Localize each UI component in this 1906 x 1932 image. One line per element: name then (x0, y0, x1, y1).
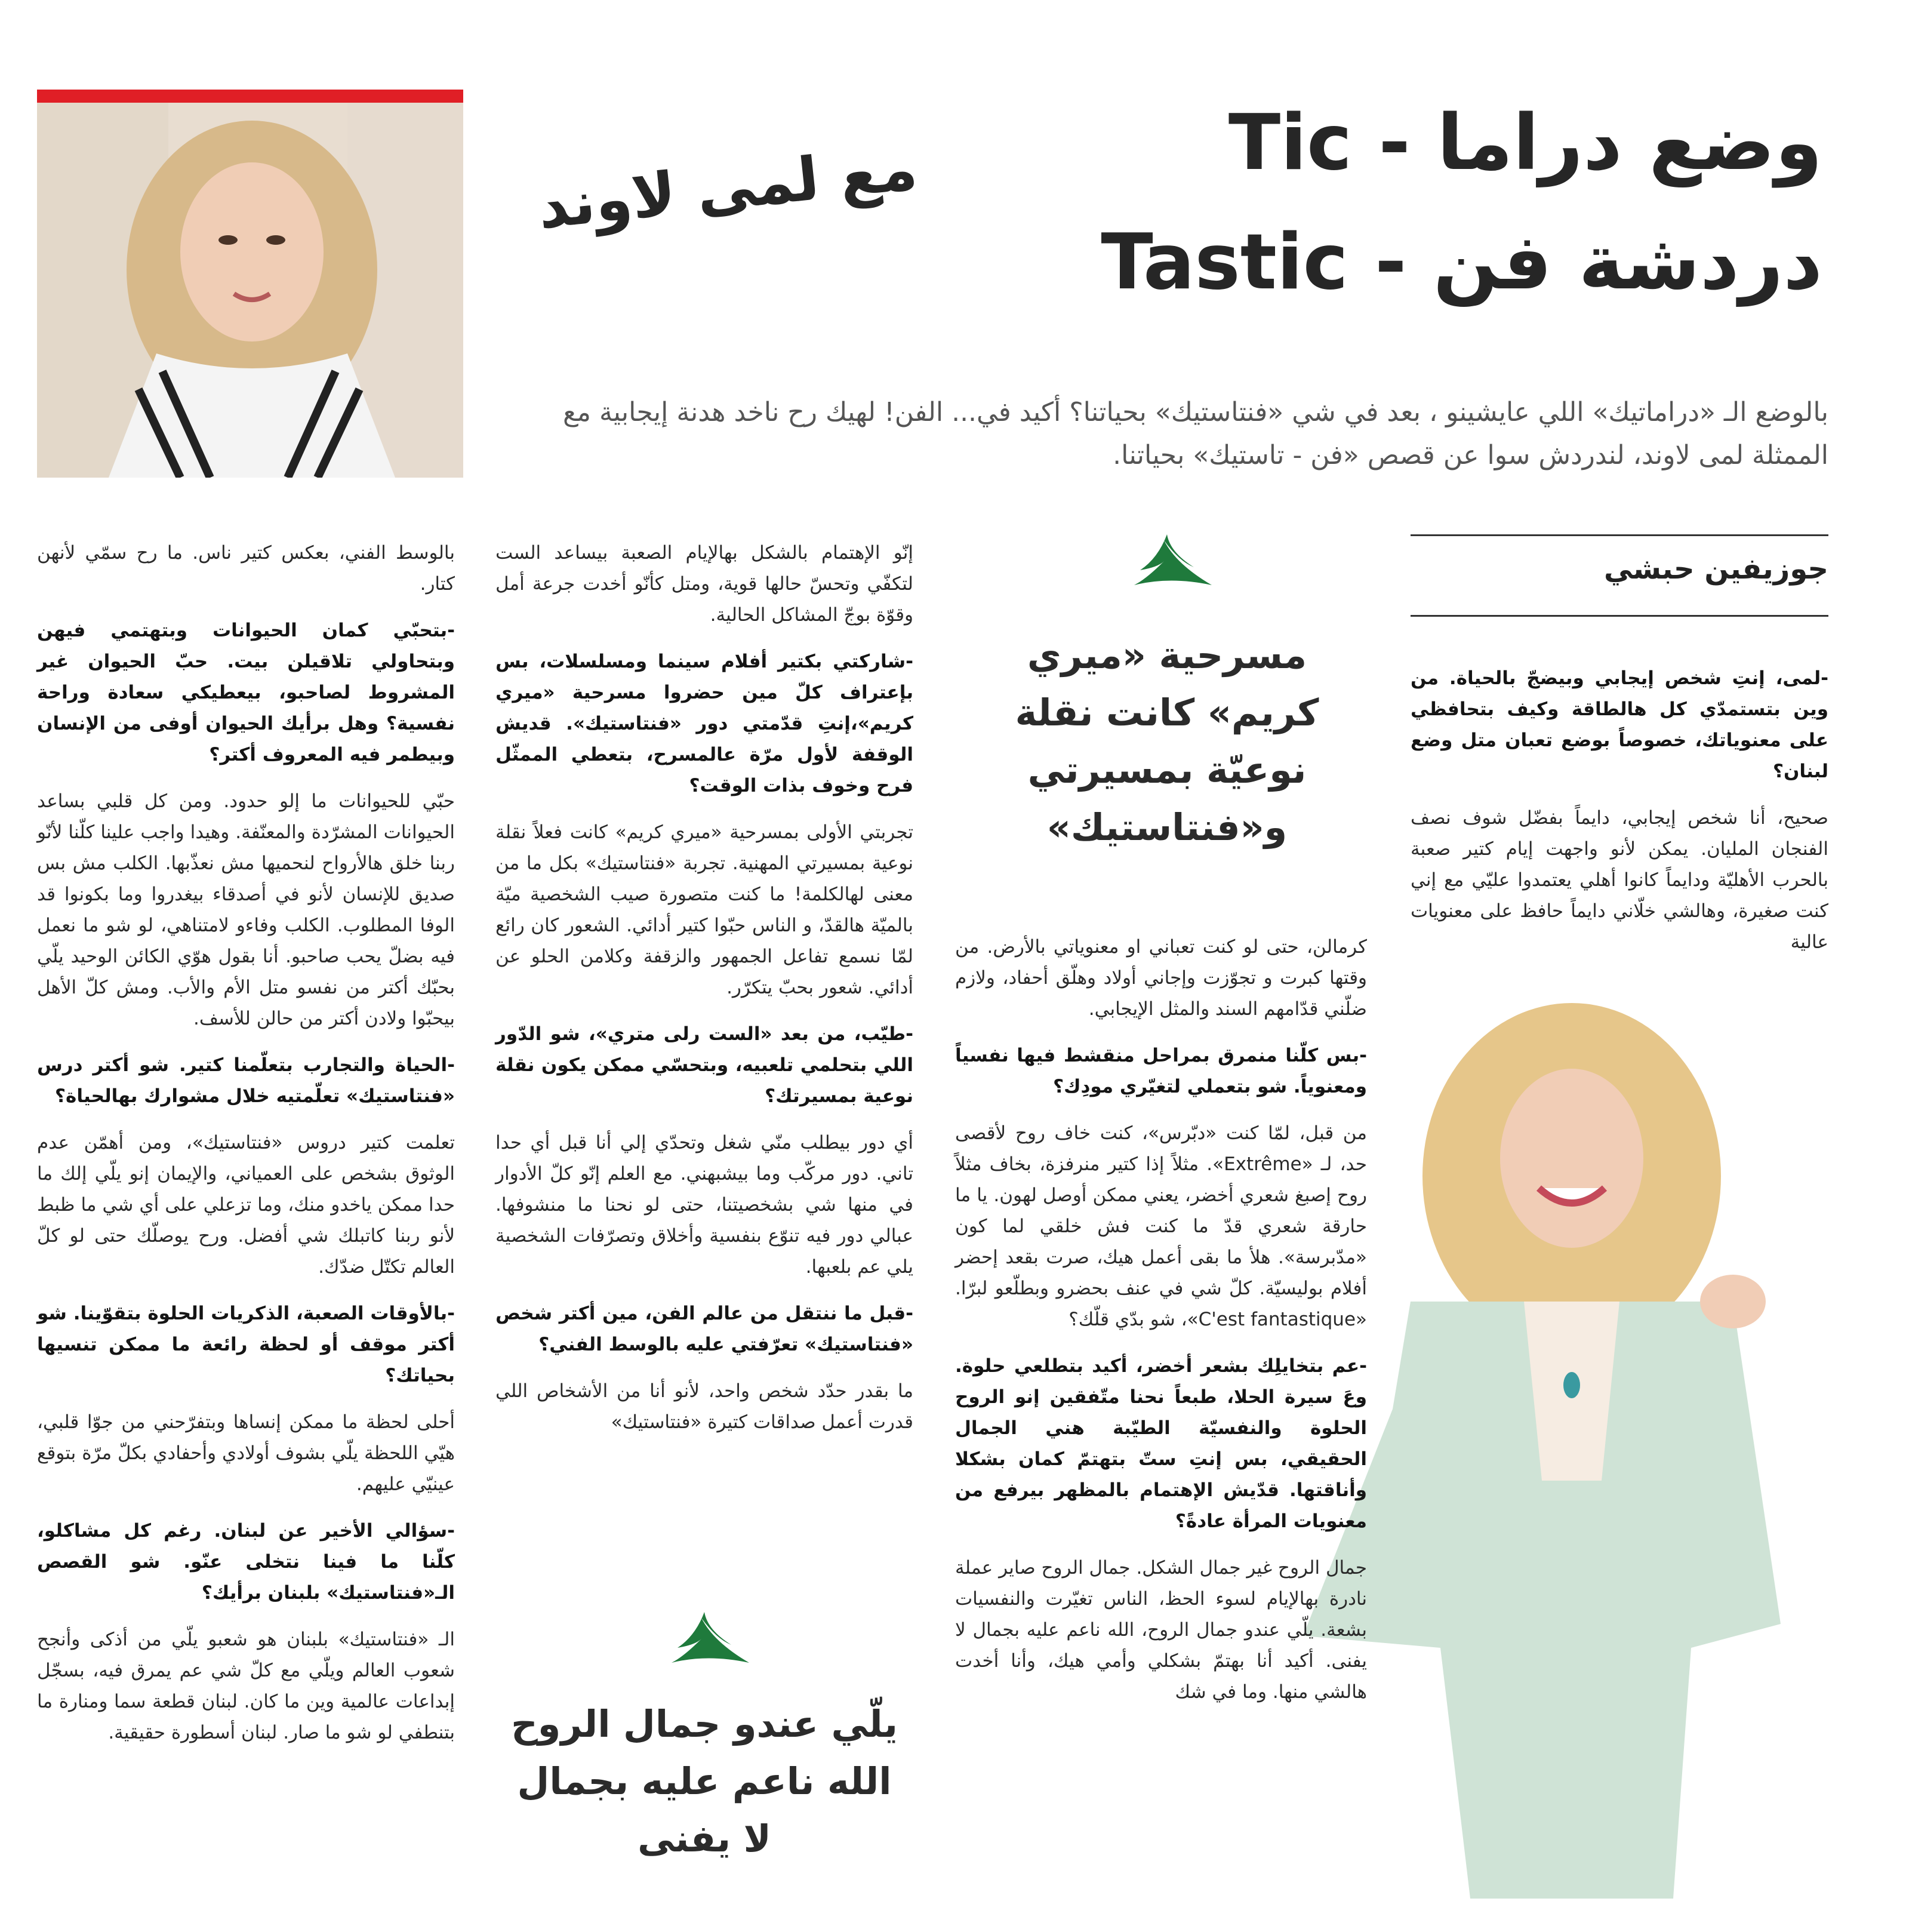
pendant-shape (1563, 1372, 1580, 1398)
headline-line-1: وضع دراما - Tic (1228, 99, 1822, 187)
answer-paragraph: أحلى لحظة ما ممكن إنساها وبتفرّحني من جوّا قلبي، هيّي اللحظة يلّي بشوف أولادي وأحفادي بكلّ مرّة بتوقع عينيّي عليهم. (37, 1411, 455, 1495)
column-left (37, 537, 455, 1764)
question-paragraph: -بالأوقات الصعبة، الذكريات الحلوة بتقوّينا. شو أكتر موقف أو لحظة رائعة ما ممكن تنسيها بحياتك؟ (37, 1303, 455, 1386)
raised-hand-shape (1700, 1275, 1766, 1328)
pullquote-2: يلّي عندو جمال الروح الله ناعم عليه بجمال لا يفنى (511, 1702, 898, 1860)
intro-paragraph: بالوضع الـ «دراماتيك» اللي عايشينو ، بعد في شي «فنتاستيك» بحياتنا؟ أكيد في... الفن! لهيك رح ناخد هدنة إيجابية مع الممثلة لمى لاوند، لندردش سوا عن قصص «فن - تاستيك» بحياتنا. (563, 397, 1828, 470)
cedar-icon (660, 1606, 755, 1672)
answer-paragraph: الـ «فنتاستيك» بلبنان هو شعبو يلّي من أذكى وأنجح شعوب العالم ويلّي مع كلّ شي عم يمرق فيه، بسجّل إبداعات عالمية وين ما كان. لبنان قطعة سما ومنارة ما بتنطفي لو شو ما صار. لبنان أسطورة حقيقية. (37, 1629, 455, 1743)
answer-paragraph: كرمالن، حتى لو كنت تعباني او معنوياتي بالأرض. من وقتها كبرت و تجوّزت وإجاني أولاد وهلّق أحفاد، ولازم ضلّني قدّامهم السند والمثل الإيجابي. (955, 936, 1367, 1020)
pullquote-1: مسرحية «ميري كريم» كانت نقلة نوعيّة بمسيرتي و«فنتاستيك» (1015, 633, 1319, 849)
question-paragraph: -قبل ما ننتقل من عالم الفن، مين أكتر شخص «فنتاستيك» تعرّفتي عليه بالوسط الفني؟ (495, 1303, 913, 1355)
answer-paragraph: جمال الروح غير جمال الشكل. جمال الروح صاير عملة نادرة بهالإيام لسوء الحظ، الناس تغيّرت والنفسيات بشعة. يلّي عندو جمال الروح، الله ناعم عليه بجمال لا يفنى. أكيد أنا بهتمّ بشكلي وأمي هيك، وأنا أخدت هالشي منها. وما في شك (955, 1557, 1367, 1703)
answer-paragraph: إنّو الإهتمام بالشكل بهالإيام الصعبة بيساعد الست لتكفّي وتحسّ حالها قوية، ومتل كأنّو أخدت جرعة أمل وقوّة بوجّ المشاكل الحالية. (495, 542, 913, 626)
headline-line-2: دردشة فن - Tastic (1101, 218, 1822, 307)
column-right (1411, 663, 1828, 973)
answer-paragraph: تجربتي الأولى بمسرحية «ميري كريم» كانت فعلاً نقلة نوعية بمسيرتي المهنية. تجربة «فنتاستيك» بكل ما من معنى لهالكلمة! ما كنت متصورة صيب الشخصية ميّة بالميّة هالقدّ، و الناس حبّوا كتير أدائي. الشعور كان رائع لمّا نسمع تفاعل الجمهور والزقفة وكلامن الحلو عن أدائي. شعور بحبّ يتكرّر. (495, 822, 913, 998)
answer-paragraph: حبّي للحيوانات ما إلو حدود. ومن كل قلبي بساعد الحيوانات المشرّدة والمعنّفة. وهيدا واجب علينا كلّنا لأنّو ربنا خلق هالأرواح لنحميها مش نعذّبها. الكلب مش بس صديق للإنسان لأنو في أصدقاء بيغدروا وما بكونوا قد الوفا المطلوب. الكلب وفاءو لامتناهي، لو شو ما نعمل فيه بضلّ يحب صاحبو. أنا بقول هوّي الكائن الوحيد يلّي بحبّك أكتر من نفسو متل الأم والأب. ومش كلّ الأهل بيحبّوا ولادن أكتر من حالن للأسف. (37, 790, 455, 1029)
column-mid-right (955, 931, 1367, 1723)
face-shape (1500, 1069, 1643, 1248)
question-paragraph: -طيّب، من بعد «الست رلى متري»، شو الدّور اللي بتحلمي تلعبيه، وبتحسّي ممكن يكون نقلة نوعية بمسيرتك؟ (495, 1023, 913, 1107)
portrait-photo (37, 90, 463, 478)
portrait-illustration (37, 103, 463, 478)
question-paragraph: -الحياة والتجارب بتعلّمنا كتير. شو أكتر درس «فنتاستيك» تعلّمتيه خلال مشوارك بهالحياة؟ (37, 1054, 455, 1107)
column-mid-left (495, 537, 913, 1453)
full-body-photo (1303, 991, 1828, 1899)
headline-subtitle: مع لمى لاوند (534, 133, 920, 243)
answer-paragraph: بالوسط الفني، بعكس كتير ناس. ما رح سمّي لأنهن كتار. (37, 542, 455, 595)
cedar-icon (1122, 528, 1218, 594)
question-paragraph: -عم بتخايلِك بشعر أخضر، أكيد بتطلعي حلوة. وعَ سيرة الحلا، طبعاً نحنا متّفقين إنو الروح الحلوة والنفسيّة الطيّبة هني الجمال الحقيقي، بس إنتِ ستّ بتهتمّ كمان بشكلا وأناقتها. قدّيش الإهتمام بالمظهر بيرفع من معنويات المرأة عادةً؟ (955, 1355, 1367, 1532)
question-paragraph: -سؤالي الأخير عن لبنان. رغم كل مشاكلو، كلّنا ما فينا نتخلى عنّو. شو القصص الـ«فنتاستيك» بلبنان برأيك؟ (37, 1520, 455, 1604)
answer-paragraph: من قبل، لمّا كنت «دبّرس»، كنت خاف روح لأقصى حد، لـ «Extrême». مثلاً إذا كتير منرفزة، بخاف مثلاً روح إصبغ شعري أخضر، يعني ممكن أوصل لهون. يا ما حارقة شعري قدّ ما كنت فش خلقي لما كون «مدّبرسة». هلأ ما بقى أعمل هيك، صرت بقعد إحضر أفلام بوليسيّة. كلّ شي في عنف بحضرو وبطلّعو لبرّا. «C'est fantastique»، شو بدّي قلّك؟ (955, 1122, 1367, 1330)
answer-paragraph: ما بقدر حدّد شخص واحد، لأنو أنا من الأشخاص اللي قدرت أعمل صداقات كتيرة «فنتاستيك» (495, 1380, 913, 1433)
author-bottom-rule (1411, 615, 1828, 617)
answer-paragraph: أي دور بيطلب منّي شغل وتحدّي إلي أنا قبل أي حدا تاني. دور مركّب وما بيشبهني. مع العلم إنّو كلّ الأدوار في منها شي بشخصيتنا، حتى لو نحنا ما منشوفها. عبالي دور فيه تنوّع بنفسية وأخلاق وتصرّفات الشخصية يلي عم بلعبها. (495, 1132, 913, 1278)
question-paragraph: -بس كلّنا منمرق بمراحل منقشط فيها نفسياً ومعنوياً. شو بتعملي لتغيّري مودِك؟ (955, 1045, 1367, 1097)
answer-paragraph: تعلمت كتير دروس «فنتاستيك»، ومن أهمّن عدم الوثوق بشخص على العمياني، والإيمان إنو يلّي إلك ما حدا ممكن ياخدو منك، وما تزعلي على أي شي ما ظبط لأنو ربنا كاتبلك شي أفضل. ورح يوصلّك حتى لو كلّ العالم تكتّل ضدّك. (37, 1132, 455, 1278)
answer-paragraph: صحيح، أنا شخص إيجابي، دايماً بفضّل شوف نصف الفنجان المليان. يمكن لأنو واجهت إيام كتير صعبة بالحرب الأهليّة ودايماً كانوا أهلي يعتمدوا عليّي مع إني كنت صغيرة، وهالشي خلّاني دايماً حافظ على معنويات عالية (1411, 807, 1828, 953)
question-paragraph: -بتحبّي كمان الحيوانات وبتهتمي فيهن وبتحاولي تلاقيلن بيت. حبّ الحيوان غير المشروط لصاحبو، بيعطيكي سعادة وراحة نفسية؟ وهل برأيك الحيوان أوفى من الإنسان وبيطمر فيه المعروف أكتر؟ (37, 620, 455, 765)
question-paragraph: -لمى، إنتِ شخص إيجابي وبيضجّ بالحياة. من وين بتستمدّي كل هالطاقة وكيف بتحافظي على معنوياتك، خصوصاً بوضع تعبان متل وضع لبنان؟ (1411, 667, 1828, 782)
question-paragraph: -شاركتي بكتير أفلام سينما ومسلسلات، بس بإعتراف كلّ مين حضروا مسرحية «ميري كريم»،إنتِ قدّمتي دور «فنتاستيك». قديش الوقفة لأول مرّة عالمسرح، بتعطي الممثّل فرح وخوف بذات الوقت؟ (495, 651, 913, 796)
author-name: جوزيفين حبشي (1604, 552, 1828, 586)
author-top-rule (1411, 534, 1828, 536)
